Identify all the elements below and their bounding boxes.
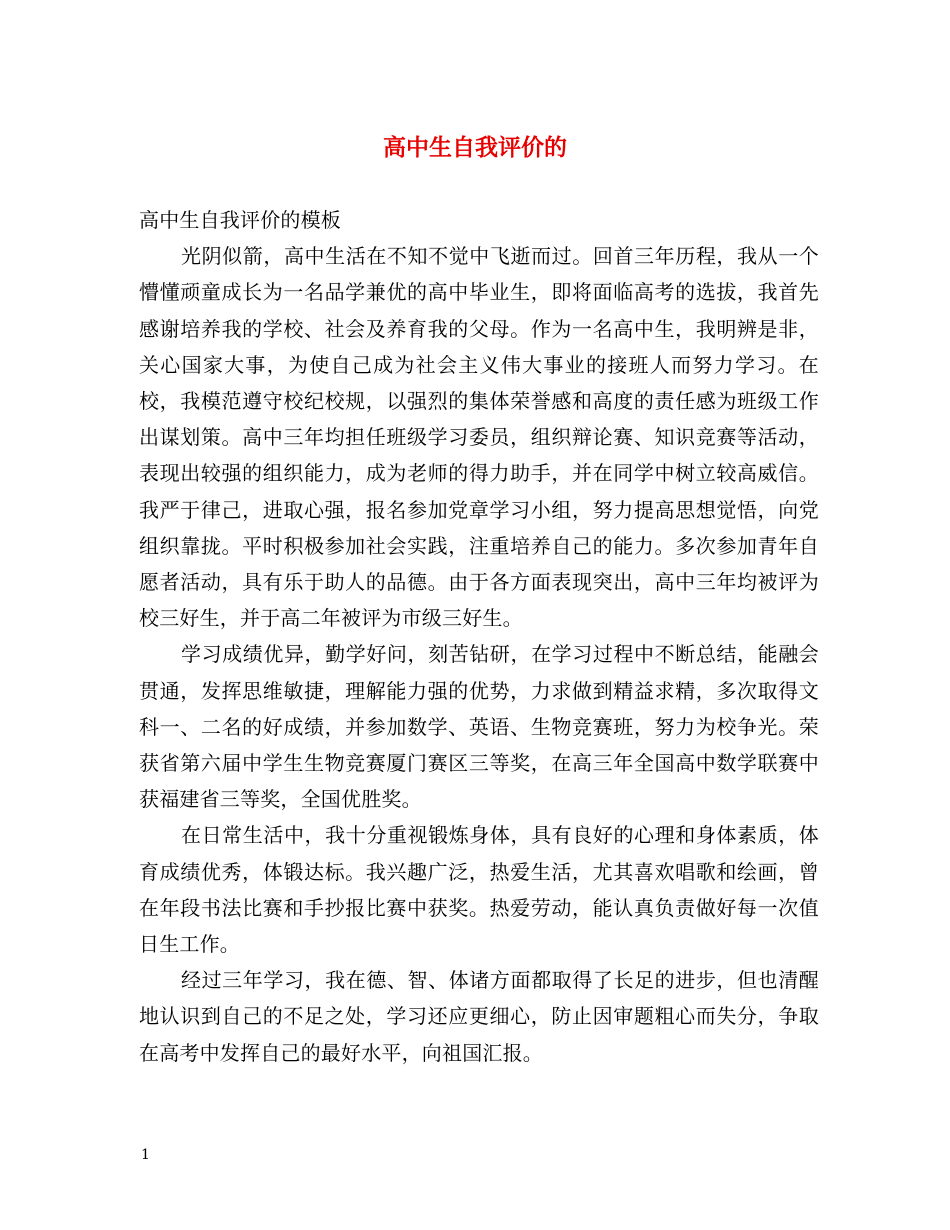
document-title: 高中生自我评价的 bbox=[383, 134, 567, 161]
document-subtitle: 高中生自我评价的模板 bbox=[139, 208, 341, 232]
page-number: 1 bbox=[141, 1147, 150, 1163]
body-paragraph-4: 经过三年学习，我在德、智、体诸方面都取得了长足的进步，但也清醒地认识到自己的不足之处，学习还应更细心，防止因审题粗心而失分，争取在高考中发挥自己的最好水平，向祖国汇报。 bbox=[139, 968, 819, 1065]
body-paragraph-3: 在日常生活中，我十分重视锻炼身体，具有良好的心理和身体素质，体育成绩优秀，体锻达标。我兴趣广泛，热爱生活，尤其喜欢唱歌和绘画，曾在年段书法比赛和手抄报比赛中获奖。热爱劳动，能认真负责做好每一次值日生工作。 bbox=[139, 823, 819, 957]
body-paragraph-1: 光阴似箭，高中生活在不知不觉中飞逝而过。回首三年历程，我从一个懵懂顽童成长为一名品学兼优的高中毕业生，即将面临高考的选拔，我首先感谢培养我的学校、社会及养育我的父母。作为一名高中生，我明辨是非，关心国家大事，为使自己成为社会主义伟大事业的接班人而努力学习。在校，我模范遵守校纪校规，以强烈的集体荣誉感和高度的责任感为班级工作出谋划策。高中三年均担任班级学习委员，组织辩论赛、知识竞赛等活动，表现出较强的组织能力，成为老师的得力助手，并在同学中树立较高威信。我严于律己，进取心强，报名参加党章学习小组，努力提高思想觉悟，向党组织靠拢。平时积极参加社会实践，注重培养自己的能力。多次参加青年自愿者活动，具有乐于助人的品德。由于各方面表现突出，高中三年均被评为校三好生，并于高二年被评为市级三好生。 bbox=[139, 244, 819, 631]
body-paragraph-2: 学习成绩优异，勤学好问，刻苦钻研，在学习过程中不断总结，能融会贯通，发挥思维敏捷，理解能力强的优势，力求做到精益求精，多次取得文科一、二名的好成绩，并参加数学、英语、生物竞赛班，努力为校争光。荣获省第六届中学生生物竞赛厦门赛区三等奖，在高三年全国高中数学联赛中获福建省三等奖，全国优胜奖。 bbox=[139, 642, 819, 812]
document-body bbox=[139, 202, 819, 1071]
